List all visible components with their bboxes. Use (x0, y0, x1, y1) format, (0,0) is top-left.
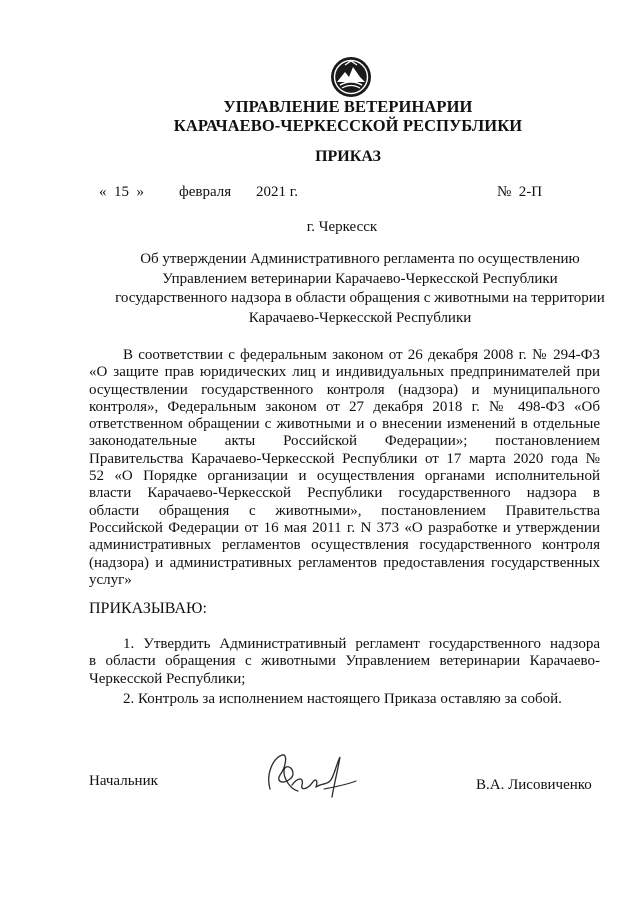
document-type: ПРИКАЗ (315, 148, 381, 165)
preamble-line: осуществлении государственного контроля (надзора) и муниципального (89, 381, 600, 398)
item-line: 2. Контроль за исполнением настоящего Приказа оставляю за собой. (123, 691, 562, 707)
preamble-line: ответственном обращении с животными и о внесении изменений в отдельные (89, 416, 600, 433)
preamble-line: власти Карачаево-Черкесской Республики государственного надзора в (89, 485, 600, 502)
preamble-line: Российской Федерации от 16 мая 2011 г. N 373 «О разработке и утверждении (89, 519, 600, 536)
preamble-paragraph (89, 347, 600, 589)
order-word: ПРИКАЗЫВАЮ: (89, 600, 207, 617)
signatory-role: Начальник (89, 773, 158, 789)
preamble-line: (надзора) и административных регламентов предоставления государственных (89, 554, 600, 571)
preamble-line: контроля», Федеральным законом от 27 декабря 2018 г. № 498-ФЗ «Об (89, 398, 600, 415)
order-item-2 (89, 691, 600, 708)
subject-line: государственного надзора в области обращения с животными на территории (115, 290, 605, 306)
preamble-line: «О защите прав юридических лиц и индивидуальных предпринимателей при (89, 364, 600, 381)
item-line: Черкесской Республики; (89, 670, 246, 687)
org-name-line1: УПРАВЛЕНИЕ ВЕТЕРИНАРИИ (223, 97, 473, 116)
coat-of-arms-icon (329, 55, 373, 99)
preamble-line: области обращения с животными», постановлением Правительства (89, 502, 600, 519)
date-day: « 15 » (99, 184, 144, 200)
signatory-name: В.А. Лисовиченко (476, 777, 592, 793)
handwritten-signature-icon (262, 745, 362, 805)
preamble-line: законодательные акты Российской Федерации»; постановлением (89, 433, 600, 450)
preamble-line: В соответствии с федеральным законом от 26 декабря 2008 г. № 294-ФЗ (123, 347, 600, 363)
order-item-1 (89, 636, 600, 688)
preamble-line: 52 «О Порядке организации и осуществления органами исполнительной (89, 468, 600, 485)
date-year: 2021 г. (256, 184, 298, 200)
subject-line: Управлением ветеринарии Карачаево-Черкесской Республики (162, 270, 558, 287)
preamble-line: административных регламентов осуществления государственного контроля (89, 537, 600, 554)
document-number: № 2-П (497, 184, 543, 200)
subject-line: Об утверждении Административного регламента по осуществлению (140, 251, 580, 267)
document-city: г. Черкесск (306, 219, 378, 235)
subject-line: Карачаево-Черкесской Республики (248, 309, 472, 326)
item-line: в области обращения с животными Управлением ветеринарии Карачаево- (89, 653, 600, 670)
document-subject (80, 250, 640, 328)
item-line: 1. Утвердить Административный регламент государственного надзора (123, 636, 600, 652)
preamble-line: Правительства Карачаево-Черкесской Республики от 17 марта 2020 года № (89, 450, 600, 467)
preamble-line: услуг» (89, 571, 132, 588)
date-month: февраля (179, 184, 232, 200)
org-name-line2: КАРАЧАЕВО-ЧЕРКЕССКОЙ РЕСПУБЛИКИ (173, 116, 523, 135)
